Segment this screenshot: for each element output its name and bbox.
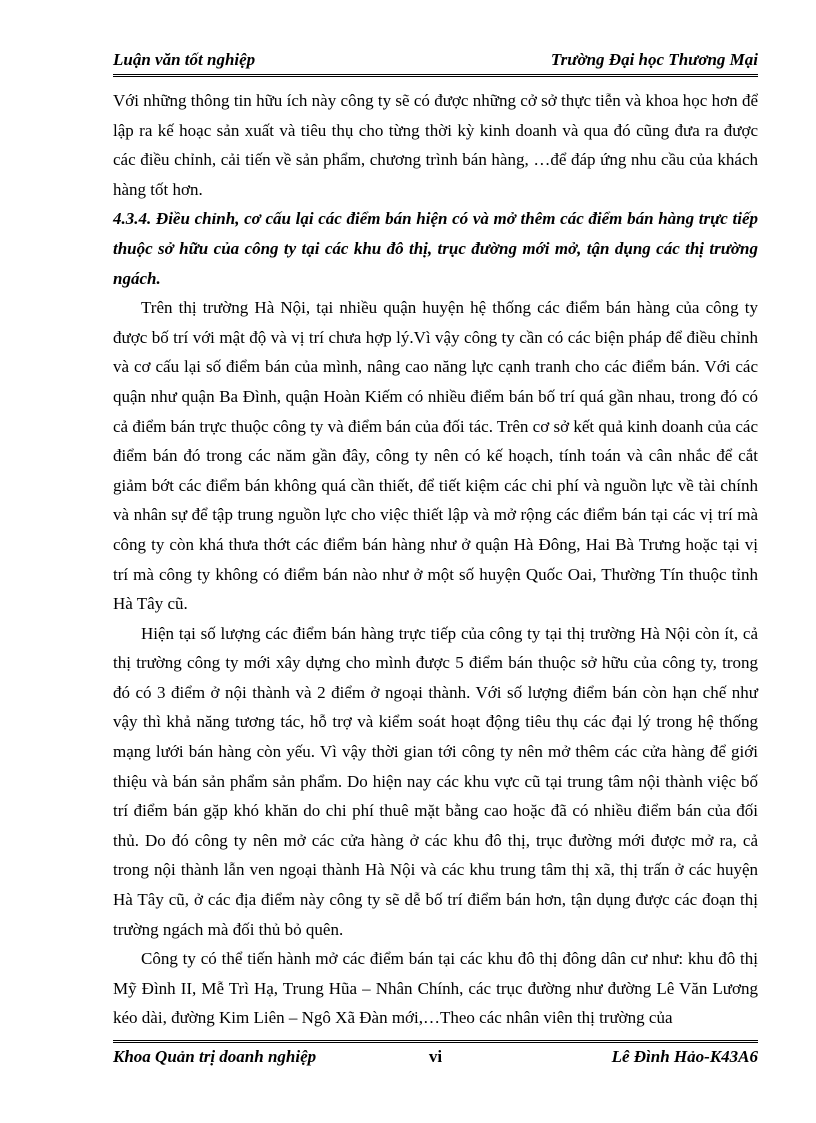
paragraph-intro: Với những thông tin hữu ích này công ty sẽ có được những cở sở thực tiễn và khoa học hơn để lập ra kế hoạc sản xuất và tiêu thụ cho từng thời kỳ kinh doanh và qua đó cũng đưa ra được các điều chỉnh, cải tiến về sản phẩm, chương trình bán hàng, …để đáp ứng nhu cầu của khách hàng tốt hơn. — [113, 91, 758, 199]
footer-author-label: Lê Đình Hảo-K43A6 — [611, 1047, 758, 1066]
header-university-label: Trường Đại học Thương Mại — [550, 50, 758, 69]
paragraph-adjust-points: Trên thị trường Hà Nội, tại nhiều quận huyện hệ thống các điểm bán hàng của công ty được bố trí với mật độ và vị trí chưa hợp lý.Vì vậy công ty cần có các biện pháp để điều chỉnh và cơ cấu lại số điểm bán của mình, nâng cao năng lực cạnh tranh cho các điểm bán. Với các quận như quận Ba Đình, quận Hoàn Kiếm có nhiều điểm bán bố trí quá gần nhau, trong đó có cả điểm bán trực thuộc công ty và điểm bán của đối tác. Trên cơ sở kết quả kinh doanh của các điểm bán đó trong các năm gần đây, công ty nên có kế hoạch, tính toán và cân nhắc để cắt giảm bớt các điểm bán không quá cần thiết, để tiết kiệm các chi phí và nguồn lực về tài chính và nhân sự để tập trung nguồn lực cho việc thiết lập và mở rộng các điểm bán tại các vị trí mà công ty còn khá thưa thớt các điểm bán hàng như ở quận Hà Đông, Hai Bà Trưng hoặc tại vị trí mà công ty không có điểm bán nào như ở một số huyện Quốc Oai, Thường Tín thuộc tỉnh Hà Tây cũ. — [113, 298, 758, 614]
page-footer — [113, 1040, 758, 1069]
section-heading: 4.3.4. Điều chỉnh, cơ cấu lại các điểm bán hiện có và mở thêm các điểm bán hàng trực tiếp thuộc sở hữu của công ty tại các khu đô thị, trục đường mới mở, tận dụng các thị trường ngách. — [113, 209, 758, 288]
header-thesis-label: Luận văn tốt nghiệp — [113, 50, 256, 69]
page-body — [113, 86, 758, 1033]
paragraph-current-points: Hiện tại số lượng các điểm bán hàng trực tiếp của công ty tại thị trường Hà Nội còn ít, cả thị trường công ty mới xây dựng cho mình được 5 điểm bán thuộc sở hữu của công ty, trong đó có 3 điểm ở nội thành và 2 điểm ở ngoại thành. Với số lượng điểm bán còn hạn chế như vậy thì khả năng tương tác, hỗ trợ và kiểm soát hoạt động tiêu thụ các đại lý trong hệ thống mạng lưới bán hàng còn yếu. Vì vậy thời gian tới công ty nên mở thêm các cửa hàng để giới thiệu và bán sản phẩm sản phẩm. Do hiện nay các khu vực cũ tại trung tâm nội thành việc bố trí điểm bán gặp khó khăn do chi phí thuê mặt bằng cao hoặc đã có nhiều điểm bán của đối thủ. Do đó công ty nên mở các cửa hàng ở các khu đô thị, trục đường mới được mở ra, cả trong nội thành lẫn ven ngoại thành Hà Nội và các khu trung tâm thị xã, thị trấn ở các huyện Hà Tây cũ, ở các địa điểm này công ty sẽ dễ bố trí điểm bán hơn, tận dụng được các đoạn thị trường ngách mà đối thủ bỏ quên. — [113, 623, 758, 939]
footer-faculty-label: Khoa Quản trị doanh nghiệp — [113, 1047, 317, 1066]
page-number: vi — [428, 1047, 443, 1066]
paragraph-new-locations: Công ty có thể tiến hành mở các điểm bán tại các khu đô thị đông dân cư như: khu đô thị Mỹ Đình II, Mễ Trì Hạ, Trung Hũa – Nhân Chính, các trục đường như đường Lê Văn Lương kéo dài, đường Kim Liên – Ngô Xã Đàn mới,…Theo các nhân viên thị trường của — [113, 949, 758, 1028]
page-header — [113, 48, 758, 77]
